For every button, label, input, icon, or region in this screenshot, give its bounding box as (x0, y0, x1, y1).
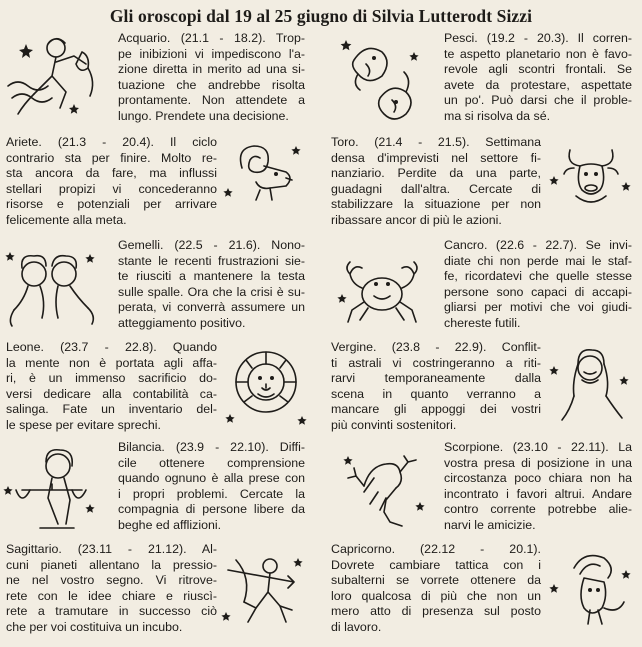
entry-line: lungo. Prendete una decisione. (118, 108, 289, 123)
entry-line: Bilancia. (23.9 - 22.10). Diffi- (118, 440, 305, 454)
entry-line: più convinti sostenitori. (331, 417, 457, 432)
leo-icon (222, 342, 310, 426)
entry-leone (6, 340, 217, 434)
entry-line: rete con le idee chiare e riuscì- (6, 588, 217, 603)
entry-line: circostanza poco chiara non ha (444, 471, 632, 486)
page-title: Gli oroscopi dal 19 al 25 giugno di Silvia Lutterodt Sizzi (109, 6, 533, 26)
entry-line: Ariete. (21.3 - 20.4). Il ciclo (6, 135, 217, 149)
libra-icon (2, 444, 102, 536)
entry-line: ne nel vostro segno. Vi ritrove- (6, 573, 217, 588)
entry-line: stellari propizi vi concederanno (6, 181, 217, 196)
entry-acquario (118, 31, 305, 125)
capricorn-icon (544, 548, 638, 632)
entry-line: contrario sta per finire. Molto re- (6, 150, 217, 165)
entry-line: chereste futili. (444, 315, 521, 330)
entry-line: prontamente. Non attendete a (118, 93, 305, 108)
taurus-icon (546, 138, 636, 214)
entry-line: Gemelli. (22.5 - 21.6). Nono- (118, 238, 305, 252)
entry-line: gliarsi per motivi che voi giudi- (444, 300, 632, 315)
entry-line: di lavoro. (331, 619, 382, 634)
pisces-icon (336, 32, 426, 126)
entry-line: subalterni se vorrete ottenere da (331, 573, 541, 588)
entry-line: Cancro. (22.6 - 22.7). Se invi- (444, 238, 632, 252)
entry-line: Vergine. (23.8 - 22.9). Conflit- (331, 340, 541, 354)
entry-bilancia (118, 440, 305, 534)
aquarius-icon (4, 34, 104, 120)
entry-line: le spese per evitare sprechi. (6, 417, 161, 432)
gemini-icon (2, 244, 102, 330)
entry-line: pe inibizioni vi impediscono l'a- (118, 46, 305, 61)
entry-line: tuazione che andrebbe risolta (118, 77, 305, 92)
entry-line: un po'. Può darsi che il proble- (444, 93, 632, 108)
entry-line: diate chi non perde mai le staf- (444, 253, 632, 268)
entry-line: che per voi costituiva un incubo. (6, 619, 183, 634)
entry-toro (331, 135, 541, 229)
entry-line: cile ottenere comprensione (118, 455, 305, 470)
entry-line: rarvi temporaneamente dalla (331, 371, 541, 386)
entry-line: atteggiamento positivo. (118, 315, 246, 330)
entry-line: mero atto di presenza sul posto (331, 604, 541, 619)
entry-line: Leone. (23.7 - 22.8). Quando (6, 340, 217, 354)
entry-line: densa d'imprevisti nel settore fi- (331, 150, 541, 165)
entry-line: risorse e potenziali per arrivare (6, 197, 217, 212)
entry-line: contro corrente potrebbe alie- (444, 502, 632, 517)
entry-line: mancare gli appoggi dei vostri (331, 402, 541, 417)
entry-line: te riusciti a mantenere la testa (118, 269, 305, 284)
entry-line: Pesci. (19.2 - 20.3). Il corren- (444, 31, 632, 45)
entry-line: te aspetto planetario non è favo- (444, 46, 632, 61)
aries-icon (220, 138, 304, 208)
entry-line: narvi le amicizie. (444, 517, 536, 532)
entry-line: sta ancora da fare, ma influssi (6, 166, 217, 181)
entry-line: scena in quanto verranno a (331, 386, 541, 401)
entry-line: cuni pianeti allentano la pressio- (6, 557, 217, 572)
entry-line: incontrato i favori altrui. Andare (444, 486, 632, 501)
entry-line: persone sono capaci di accapi- (444, 284, 632, 299)
entry-line: Sagittario. (23.11 - 21.12). Al- (6, 542, 217, 556)
cancer-icon (334, 244, 430, 334)
entry-line: perata, vi converrà assumere un (118, 300, 305, 315)
entry-line: ri, è un immenso sacrificio do- (6, 371, 217, 386)
entry-line: Scorpione. (23.10 - 22.11). La (444, 440, 632, 454)
entry-line: zione diretta in merito ad una si- (118, 62, 305, 77)
entry-line: sulle spalle. Ora che la crisi è su- (118, 284, 305, 299)
entry-cancro (444, 238, 632, 332)
entry-ariete (6, 135, 217, 229)
entry-line: loro qualcosa di più che non un (331, 588, 541, 603)
entry-line: felicemente alla meta. (6, 212, 127, 227)
entry-line: Acquario. (21.1 - 18.2). Trop- (118, 31, 305, 45)
entry-line: salinga. Fate un inventario del- (6, 402, 217, 417)
entry-capricorno (331, 542, 541, 636)
entry-line: beghe ed afflizioni. (118, 517, 222, 532)
entry-line: compagnia di persone libere da (118, 502, 305, 517)
entry-line: ti astrali vi costringeranno a riti- (331, 355, 541, 370)
entry-line: guadagni dall'altra. Cercate di (331, 181, 541, 196)
entry-vergine (331, 340, 541, 434)
entry-line: Dovrete cambiare tattica con i (331, 557, 541, 572)
virgo-icon (544, 342, 636, 426)
entry-line: Toro. (21.4 - 21.5). Settimana (331, 135, 541, 149)
entry-line: ribassare ancor di più le azioni. (331, 212, 502, 227)
entry-sagittario (6, 542, 217, 636)
entry-pesci (444, 31, 632, 125)
entry-line: versi dedicare alla contabilità ca- (6, 386, 217, 401)
entry-line: ma si risolva da sé. (444, 108, 551, 123)
entry-line: avete da protestare, aspettate (444, 77, 632, 92)
entry-line: stabilizzare la situazione per non (331, 197, 541, 212)
entry-line: rete a tramutare in successo ciò (6, 604, 217, 619)
sagittarius-icon (218, 548, 308, 632)
entry-line: fe, ricordatevi che quelle stesse (444, 269, 632, 284)
entry-line: Capricorno. (22.12 - 20.1). (331, 542, 541, 556)
entry-scorpione (444, 440, 632, 534)
entry-line: vostra presa di posizione in una (444, 455, 632, 470)
entry-line: stante le recenti frustrazioni sie- (118, 253, 305, 268)
entry-line: nanziario. Perdite da una parte, (331, 166, 541, 181)
entry-line: i propri problemi. Cercate la (118, 486, 305, 501)
entry-line: la mente non è portata agli affa- (6, 355, 217, 370)
scorpio-icon (334, 446, 432, 534)
entry-gemelli (118, 238, 305, 332)
entry-line: revole agli scontri frontali. Se (444, 62, 632, 77)
entry-line: quando ognuno è alla prese con (118, 471, 305, 486)
